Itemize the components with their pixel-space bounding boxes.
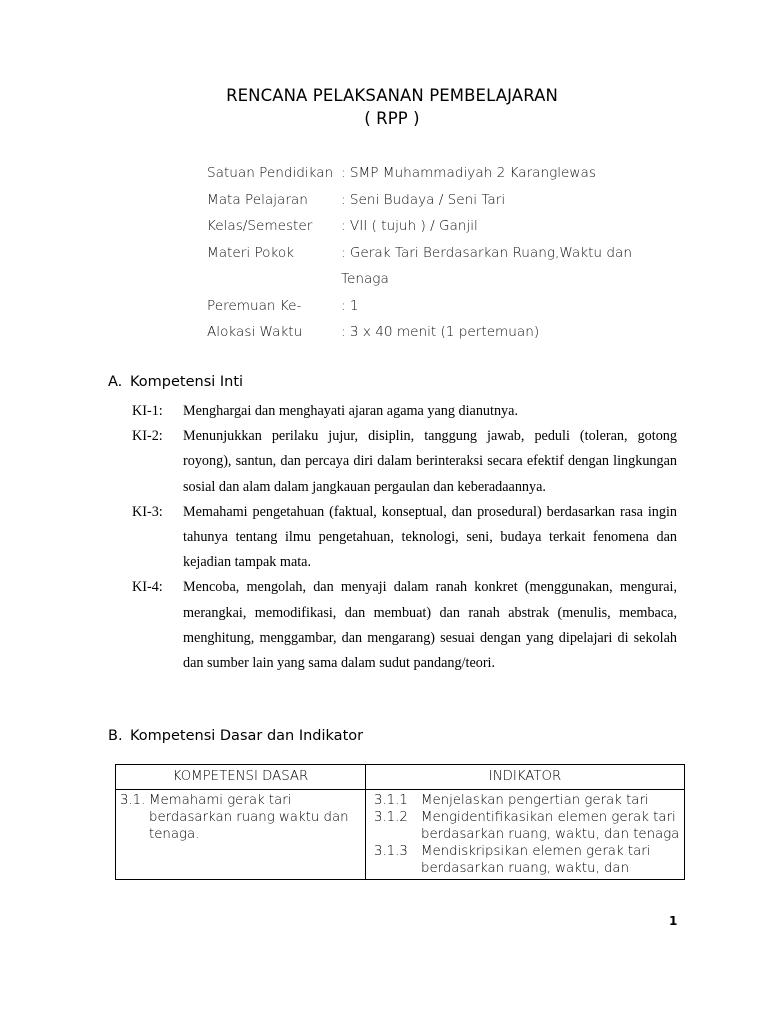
meta-value: : 3 x 40 menit (1 pertemuan) xyxy=(341,324,540,340)
indikator-number: 3.1.2 xyxy=(374,810,408,825)
document-title: RENCANA PELAKSANAN PEMBELAJARAN xyxy=(226,86,558,105)
ki-code: KI-4: xyxy=(132,579,163,596)
indikator-text: Mengidentifikasikan elemen gerak tari berdasarkan ruang, waktu, dan tenaga xyxy=(421,810,680,842)
kd-indikator-table xyxy=(115,764,685,880)
indikator-number: 3.1.1 xyxy=(374,793,408,808)
column-header-indikator: INDIKATOR xyxy=(366,765,685,790)
meta-label: Mata Pelajaran xyxy=(207,191,308,208)
ki-code: KI-3: xyxy=(132,503,163,520)
section-a-heading xyxy=(108,374,243,390)
ki-code: KI-1: xyxy=(132,403,163,419)
ki-text: Memahami pengetahuan (faktual, konseptual, dan prosedural) berdasarkan rasa ingin tahunya tentang ilmu pengetahuan, teknologi, seni, budaya terkait fenomena dan kejadian tampak mata. xyxy=(183,503,677,571)
meta-value: : SMP Muhammadiyah 2 Karanglewas xyxy=(341,165,596,181)
indikator-entry xyxy=(374,809,680,843)
indikator-cell xyxy=(366,790,685,880)
ki-item xyxy=(132,424,677,500)
ki-text: Menunjukkan perilaku jujur, disiplin, tanggung jawab, peduli (toleran, gotong royong), santun, dan percaya diri dalam berinteraksi secara efektif dengan lingkungan sosial dan alam dalam jangkauan pergaulan dan keberadaannya. xyxy=(183,428,677,495)
page-number: 1 xyxy=(669,914,678,928)
section-title: Kompetensi Dasar dan Indikator xyxy=(130,728,364,744)
kd-text: Memahami gerak tari berdasarkan ruang waktu dan tenaga. xyxy=(149,793,349,842)
document-subtitle: ( RPP ) xyxy=(364,109,420,128)
ki-text: Mencoba, mengolah, dan menyaji dalam ranah konkret (menggunakan, mengurai, merangkai, memodifikasi, dan membuat) dan ranah abstrak (menulis, membaca, menghitung, menggambar, dan mengarang) sesuai dengan yang dipelajari di sekolah dan sumber lain yang sama dalam sudut pandang/teori. xyxy=(183,579,677,672)
table-row xyxy=(116,790,685,880)
ki-code: KI-2: xyxy=(132,428,163,445)
meta-label: Alokasi Waktu xyxy=(207,324,303,340)
meta-label: Peremuan Ke- xyxy=(207,297,302,314)
section-letter: A. xyxy=(108,374,123,390)
ki-item xyxy=(132,575,677,676)
ki-text: Menghargai dan menghayati ajaran agama yang dianutnya. xyxy=(183,403,518,419)
meta-value: : Seni Budaya / Seni Tari xyxy=(341,191,506,208)
kompetensi-inti-list xyxy=(132,399,677,676)
section-b-heading xyxy=(108,728,363,744)
indikator-text: Menjelaskan pengertian gerak tari xyxy=(421,793,649,808)
meta-value: : Gerak Tari Berdasarkan Ruang,Waktu dan xyxy=(341,244,632,261)
section-title: Kompetensi Inti xyxy=(130,374,244,390)
indikator-entry xyxy=(374,843,680,877)
ki-item xyxy=(132,399,677,424)
kd-cell xyxy=(116,790,366,880)
kd-entry xyxy=(120,792,361,843)
meta-value: : 1 xyxy=(341,297,359,314)
meta-value: Tenaga xyxy=(341,271,389,287)
meta-label: Kelas/Semester xyxy=(207,218,313,234)
indikator-entry xyxy=(374,792,680,809)
meta-label: Satuan Pendidikan xyxy=(207,165,334,181)
indikator-number: 3.1.3 xyxy=(374,844,408,859)
meta-label: Materi Pokok xyxy=(207,244,295,261)
indikator-text: Mendiskripsikan elemen gerak tari berdasarkan ruang, waktu, dan xyxy=(421,844,651,876)
column-header-kd: KOMPETENSI DASAR xyxy=(116,765,366,790)
section-letter: B. xyxy=(108,728,123,744)
meta-value: : VII ( tujuh ) / Ganjil xyxy=(341,218,478,234)
ki-item xyxy=(132,500,677,576)
kd-number: 3.1. xyxy=(120,793,146,808)
table-header-row xyxy=(116,765,685,790)
